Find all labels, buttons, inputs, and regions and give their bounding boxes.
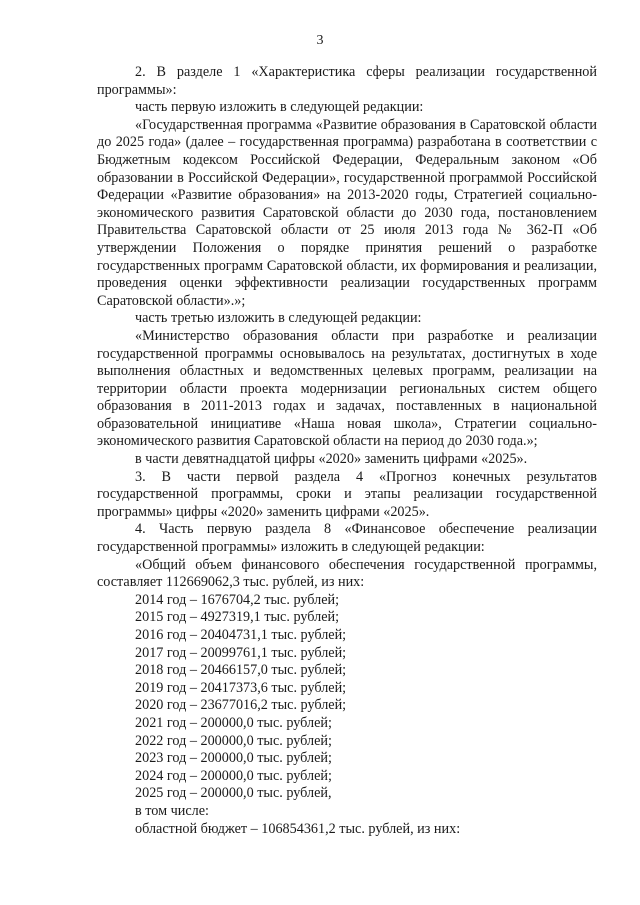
list-item: 2020 год – 23677016,2 тыс. рублей; <box>135 697 347 714</box>
list-item: 2024 год – 200000,0 тыс. рублей; <box>135 767 332 784</box>
funding-by-year-list <box>97 592 597 803</box>
list-item: 2021 год – 200000,0 тыс. рублей; <box>135 714 332 731</box>
list-item: 2025 год – 200000,0 тыс. рублей, <box>135 785 332 802</box>
list-item: 2014 год – 1676704,2 тыс. рублей; <box>135 591 340 608</box>
paragraph-part-nineteen-change: в части девятнадцатой цифры «2020» заменить цифрами «2025». <box>135 451 528 468</box>
paragraph-part-three-instruction: часть третью изложить в следующей редакции: <box>135 310 422 327</box>
list-item: 2016 год – 20404731,1 тыс. рублей; <box>135 627 347 643</box>
paragraph-section-8-heading: 4. Часть первую раздела 8 «Финансовое обеспечение реализации государственной программы» изложить в следующей редакции: <box>97 521 597 556</box>
paragraph-program-description: «Государственная программа «Развитие образования в Саратовской области до 2025 года» (далее – государственная программа) разработана в соответствии с Бюджетным кодексом Российской Федерации, Федеральным законом «Об образовании в Российской Федерации», государственной программой Российской Федерации «Развитие образования» на 2013-2020 годы, Стратегией социально-экономического развития Саратовской области до 2030 года, постановлением Правительства Саратовской области от 25 июля 2013 года № 362-П «Об утверждении Положения о порядке принятия решений о разработке государственных программ Саратовской области, их формирования и реализации, проведения оценки эффективности реализации государственных программ Саратовской области».»; <box>97 116 597 309</box>
list-item: 2017 год – 20099761,1 тыс. рублей; <box>135 644 347 661</box>
document-body <box>97 64 597 838</box>
paragraph-ministry-basis: «Министерство образования области при разработке и реализации государственной программы основывалось на результатах, достигнутых в ходе выполнения областных и ведомственных целевых программ, реализации на территории области проекта модернизации региональных систем общего образования в 2011-2013 годах и задачах, поставленных в национальной образовательной инициативе «Наша новая школа», Стратегии социально-экономического развития Саратовской области на период до 2030 года.»; <box>97 327 597 450</box>
list-item: 2022 год – 200000,0 тыс. рублей; <box>135 732 332 749</box>
paragraph-including: в том числе: <box>135 802 209 819</box>
page-number: 3 <box>316 33 324 48</box>
paragraph-regional-budget: областной бюджет – 106854361,2 тыс. рублей, из них: <box>135 820 461 837</box>
list-item: 2018 год – 20466157,0 тыс. рублей; <box>135 662 347 679</box>
list-item: 2019 год – 20417373,6 тыс. рублей; <box>135 679 347 696</box>
paragraph-section-2-heading: 2. В разделе 1 «Характеристика сферы реализации государственной программы»: <box>97 64 597 98</box>
paragraph-section-4-change: 3. В части первой раздела 4 «Прогноз конечных результатов государственной программы, сроки и этапы реализации государственной программы» цифры «2020» заменить цифрами «2025». <box>97 468 597 520</box>
list-item: 2023 год – 200000,0 тыс. рублей; <box>135 750 332 767</box>
paragraph-total-funding: «Общий объем финансового обеспечения государственной программы, составляет 112669062,3 тыс. рублей, из них: <box>97 556 597 591</box>
paragraph-part-one-instruction: часть первую изложить в следующей редакции: <box>135 99 424 116</box>
list-item: 2015 год – 4927319,1 тыс. рублей; <box>135 609 340 626</box>
